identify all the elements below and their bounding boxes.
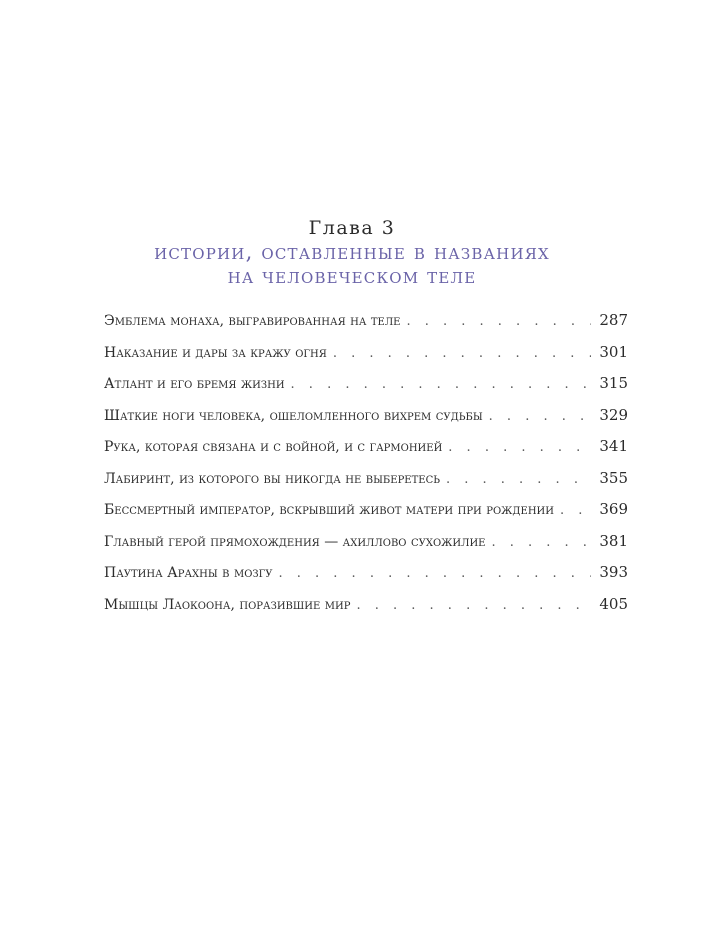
toc-entry [104, 494, 628, 526]
toc-entry-page: 329 [591, 400, 628, 432]
chapter-header [0, 216, 704, 288]
toc-entry-page: 341 [591, 431, 628, 463]
toc-entry [104, 431, 628, 463]
toc-entry-title: Рука, которая связана и с войной, и с гармонией [104, 432, 448, 464]
toc-dot-leader [279, 558, 592, 590]
toc-entry [104, 337, 628, 369]
toc-entry-title: Лабиринт, из которого вы никогда не выберетесь [104, 464, 446, 496]
toc-dot-leader [448, 432, 591, 464]
toc-entry-page: 381 [591, 526, 628, 558]
toc-dot-leader [291, 369, 592, 401]
chapter-label: Глава 3 [308, 217, 396, 239]
toc-entry-page: 287 [591, 305, 628, 337]
chapter-title-line-2: на человеческом теле [227, 264, 477, 288]
toc-entry-title: Главный герой прямохождения — ахиллово сухожилие [104, 527, 491, 559]
toc-entry-title: Бессмертный император, вскрывший живот матери при рождении [104, 495, 560, 527]
toc-entry [104, 463, 628, 495]
chapter-title-line-1: истории, оставленные в названиях [154, 240, 550, 264]
toc-entry-title: Наказание и дары за кражу огня [104, 338, 333, 370]
toc-entry-title: Шаткие ноги человека, ошеломленного вихрем судьбы [104, 401, 489, 433]
toc-entry [104, 526, 628, 558]
toc-dot-leader [491, 527, 591, 559]
toc-entry-page: 393 [591, 557, 628, 589]
toc-entry-title: Эмблема монаха, выгравированная на теле [104, 306, 406, 338]
toc-entry [104, 557, 628, 589]
toc-entry [104, 305, 628, 337]
toc-dot-leader [446, 464, 591, 496]
toc-entry-page: 369 [591, 494, 628, 526]
toc-dot-leader [560, 495, 591, 527]
toc-entry [104, 400, 628, 432]
toc-entry-page: 405 [591, 589, 628, 621]
toc-dot-leader [333, 338, 592, 370]
toc-dot-leader [356, 590, 591, 622]
toc-entry-page: 355 [591, 463, 628, 495]
toc-entry-page: 301 [591, 337, 628, 369]
toc-entry-title: Атлант и его бремя жизни [104, 369, 291, 401]
toc-entry [104, 368, 628, 400]
toc-entry-title: Мышцы Лаокоона, поразившие мир [104, 590, 356, 622]
toc-dot-leader [489, 401, 592, 433]
toc-entry-title: Паутина Арахны в мозгу [104, 558, 279, 590]
table-of-contents [104, 305, 628, 620]
toc-dot-leader [406, 306, 591, 338]
toc-entry-page: 315 [591, 368, 628, 400]
toc-entry [104, 589, 628, 621]
